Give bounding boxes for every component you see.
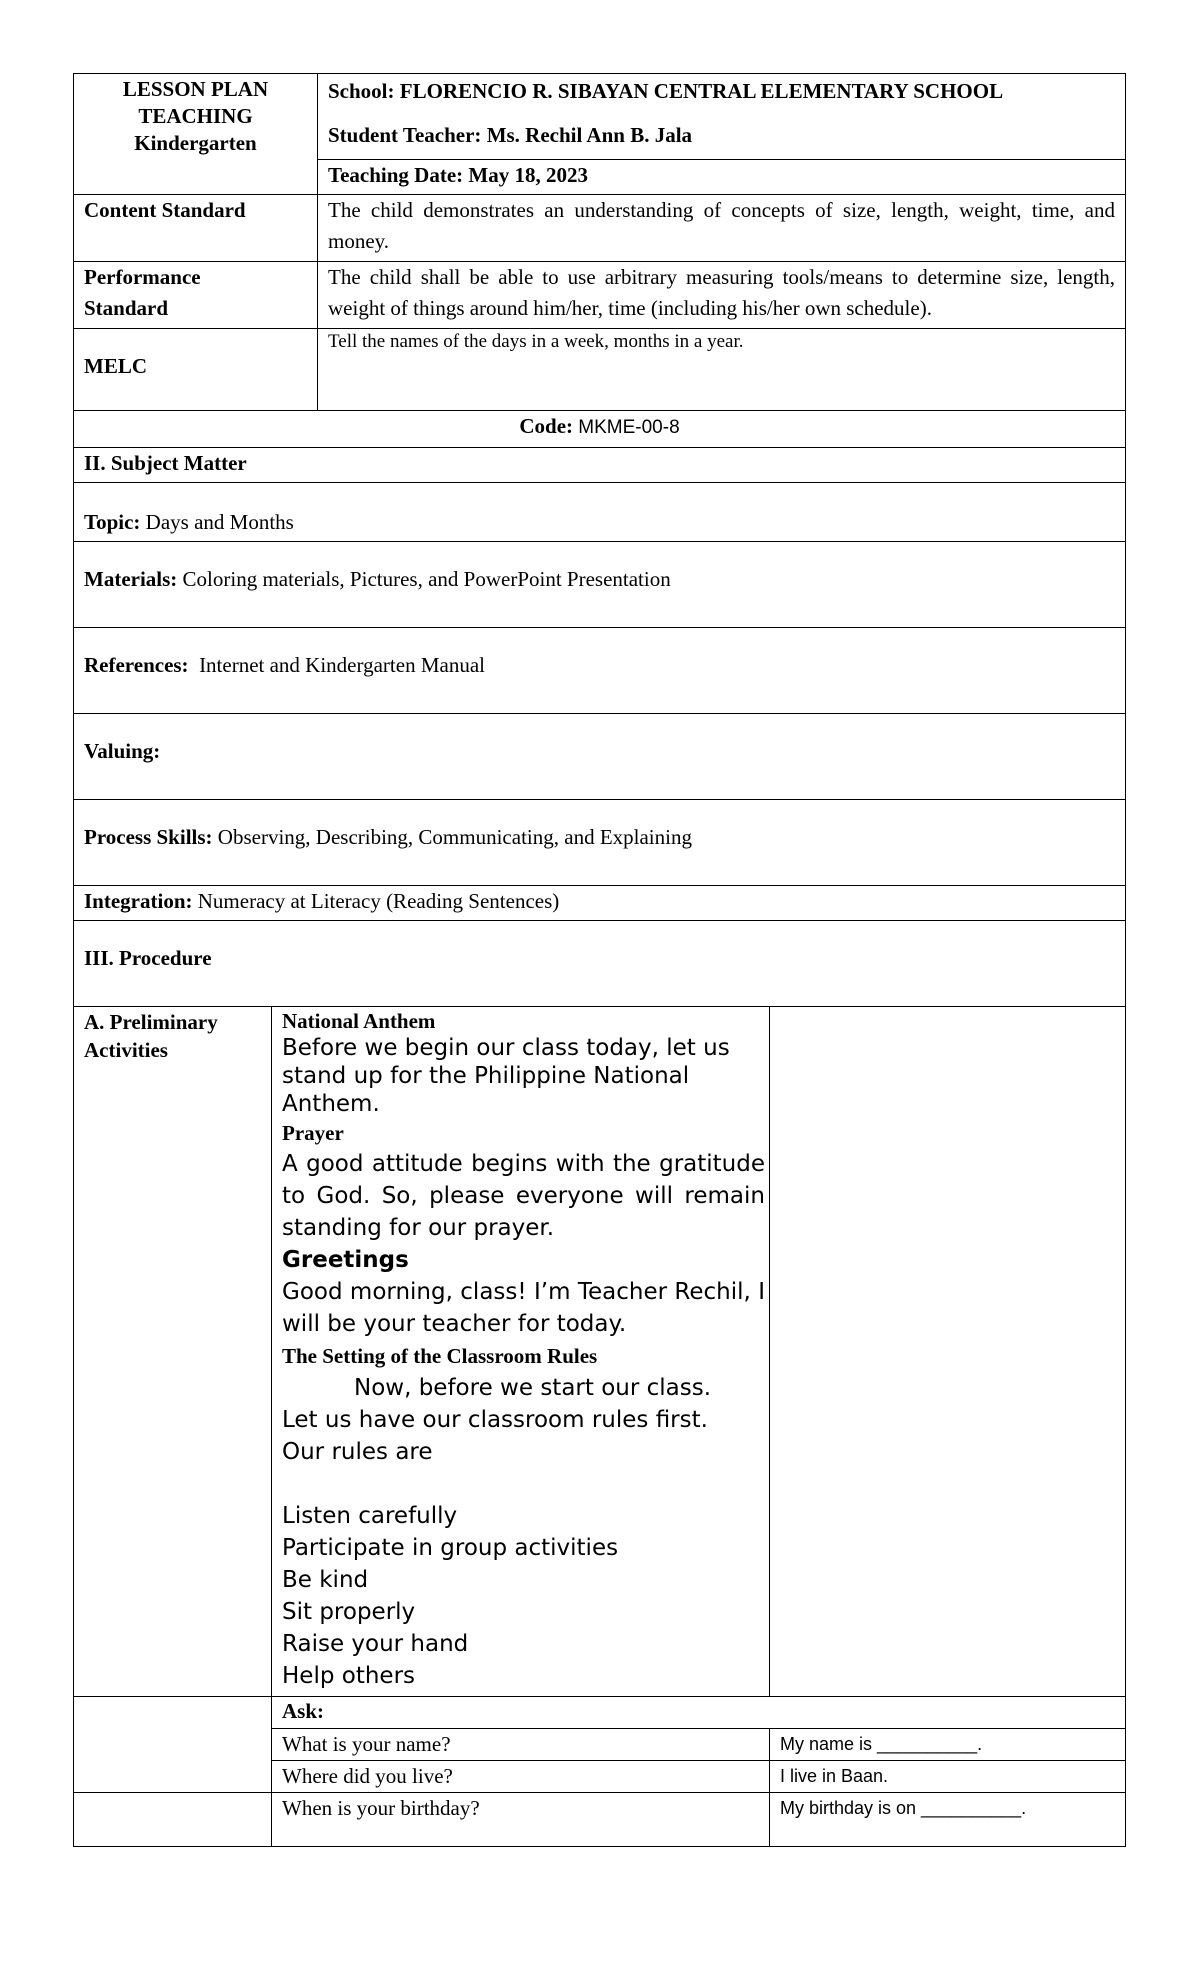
code-cell	[74, 411, 1126, 448]
process-label: Process Skills:	[84, 825, 213, 849]
lesson-plan-table	[73, 73, 1126, 1007]
rules-intro-1: Now, before we start our class.	[354, 1374, 712, 1401]
integration-label: Integration:	[84, 889, 193, 913]
melc-label: MELC	[84, 354, 147, 378]
materials-value: Coloring materials, Pictures, and PowerPoint Presentation	[182, 567, 671, 591]
topic-label: Topic:	[84, 510, 141, 534]
question-cell: Where did you live?	[272, 1760, 770, 1792]
process-value: Observing, Describing, Communicating, and Explaining	[217, 825, 692, 849]
title-cell	[74, 74, 318, 195]
integration-value: Numeracy at Literacy (Reading Sentences)	[197, 889, 560, 913]
performance-label-1: Performance	[84, 265, 201, 289]
answer-cell: I live in Baan.	[770, 1760, 1126, 1792]
content-standard-text: The child demonstrates an understanding of concepts of size, length, weight, time, and money.	[318, 195, 1126, 262]
answer-cell: My birthday is on __________.	[770, 1792, 1126, 1846]
prayer-text: A good attitude begins with the gratitude to God. So, please everyone will remain standing for our prayer.	[282, 1150, 765, 1241]
topic-value: Days and Months	[145, 510, 294, 534]
code-label: Code:	[519, 414, 574, 438]
references-value: Internet and Kindergarten Manual	[199, 653, 485, 677]
performance-standard-text: The child shall be able to use arbitrary measuring tools/means to determine size, length, weight of things around him/her, time (including his/her own schedule).	[318, 262, 1126, 329]
school-line	[328, 76, 1115, 106]
rules-intro-2: Let us have our classroom rules first.	[282, 1406, 708, 1433]
rule-item: Be kind	[282, 1566, 369, 1593]
anthem-text: Before we begin our class today, let us stand up for the Philippine National Anthem.	[282, 1034, 730, 1117]
birthday-blank-left-cell	[74, 1792, 272, 1846]
subject-matter-heading: II. Subject Matter	[74, 448, 1126, 483]
melc-label-cell	[74, 329, 318, 411]
ask-heading: Ask:	[272, 1696, 1126, 1728]
greetings-heading: Greetings	[282, 1246, 409, 1273]
code-value: MKME-00-8	[578, 417, 680, 438]
answer-cell: My name is __________.	[770, 1728, 1126, 1760]
materials-cell	[74, 542, 1126, 628]
content-standard-label: Content Standard	[84, 198, 246, 222]
rule-item: Listen carefully	[282, 1502, 458, 1529]
anthem-heading: National Anthem	[282, 1008, 436, 1033]
title-line-1: LESSON PLAN	[122, 77, 269, 101]
rule-item: Raise your hand	[282, 1630, 469, 1657]
procedure-heading: III. Procedure	[74, 921, 1126, 1007]
content-standard-label-cell	[74, 195, 318, 262]
school-label: School:	[328, 79, 395, 103]
question-cell: What is your name?	[272, 1728, 770, 1760]
school-value: FLORENCIO R. SIBAYAN CENTRAL ELEMENTARY SCHOOL	[399, 79, 1004, 103]
prelim-label-2: Activities	[84, 1037, 168, 1062]
prelim-label-cell	[74, 1006, 272, 1696]
greetings-text: Good morning, class! I’m Teacher Rechil, I will be your teacher for today.	[282, 1278, 765, 1337]
rule-list	[282, 1500, 765, 1692]
lesson-plan-page	[73, 73, 1125, 1847]
rules-intro-3: Our rules are	[282, 1438, 433, 1465]
prayer-heading: Prayer	[282, 1120, 344, 1145]
valuing-cell	[74, 714, 1126, 800]
teacher-value: Ms. Rechil Ann B. Jala	[486, 123, 693, 147]
performance-standard-label-cell	[74, 262, 318, 329]
process-skills-cell	[74, 800, 1126, 886]
teacher-line	[328, 120, 1115, 150]
performance-label-2: Standard	[84, 296, 169, 320]
prelim-label-1: A. Preliminary	[84, 1009, 218, 1034]
references-label: References:	[84, 653, 189, 677]
title-line-3: Kindergarten	[134, 131, 257, 155]
school-teacher-cell	[318, 74, 1126, 160]
prelim-content-cell	[272, 1006, 770, 1696]
rule-item: Help others	[282, 1662, 416, 1689]
ask-blank-left-cell	[74, 1696, 272, 1792]
question-cell: When is your birthday?	[272, 1792, 770, 1846]
teacher-label: Student Teacher:	[328, 123, 482, 147]
materials-label: Materials:	[84, 567, 178, 591]
date-label: Teaching Date:	[328, 163, 464, 187]
procedure-table	[73, 1006, 1126, 1847]
integration-cell	[74, 886, 1126, 921]
rule-item: Participate in group activities	[282, 1534, 619, 1561]
date-value: May 18, 2023	[468, 163, 588, 187]
topic-cell	[74, 483, 1126, 542]
prelim-blank-cell	[770, 1006, 1126, 1696]
references-cell	[74, 628, 1126, 714]
rules-heading: The Setting of the Classroom Rules	[282, 1343, 598, 1368]
rule-item: Sit properly	[282, 1598, 416, 1625]
title-line-2: TEACHING	[138, 104, 253, 128]
teaching-date-cell	[318, 160, 1126, 195]
melc-text: Tell the names of the days in a week, months in a year.	[318, 329, 1126, 411]
valuing-label: Valuing:	[84, 739, 161, 763]
